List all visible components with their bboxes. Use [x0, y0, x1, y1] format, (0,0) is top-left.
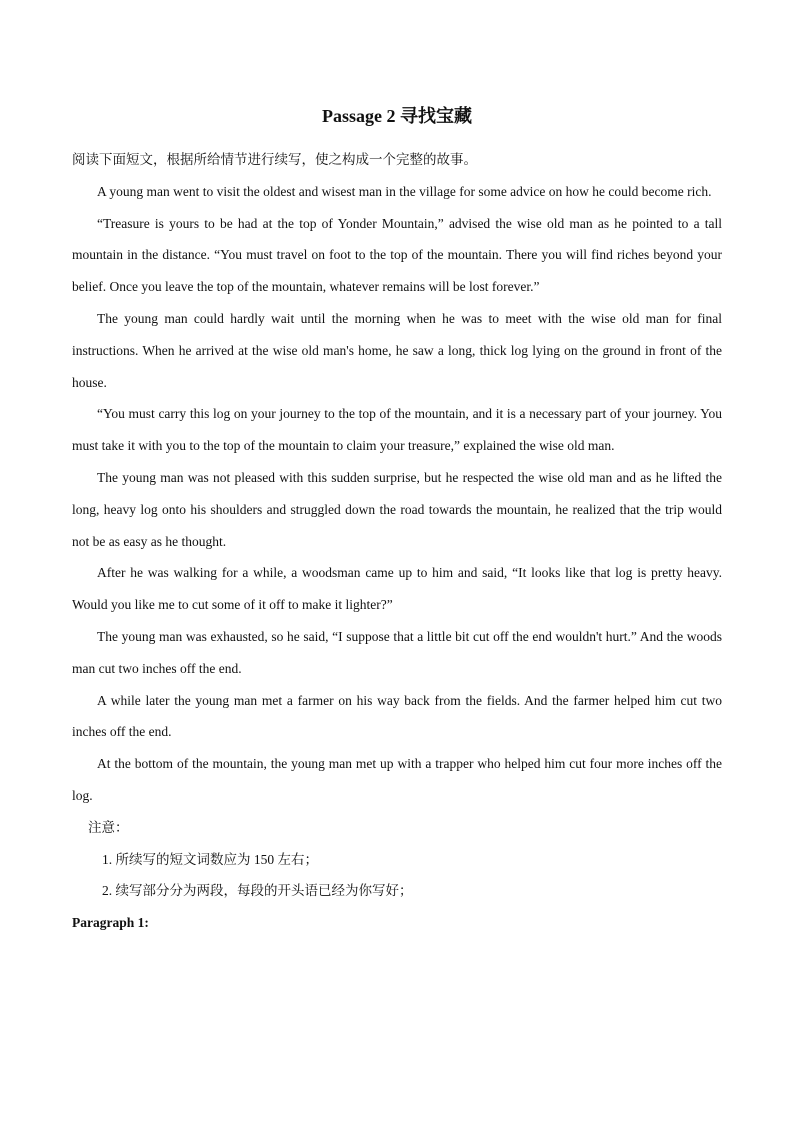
story-paragraph-7: The young man was exhausted, so he said, “I suppose that a little bit cut off the end wouldn't hurt.” And the woods man cut two inches off the end.	[72, 628, 722, 676]
passage-title: Passage 2 寻找宝藏	[322, 106, 472, 126]
story-paragraph-4: “You must carry this log on your journey to the top of the mountain, and it is a necessary part of your journey. You must take it with you to the top of the mountain to claim your treasure,” explained the wise old man.	[72, 406, 722, 454]
note-item-1: 1. 所续写的短文词数应为 150 左右；	[102, 851, 318, 867]
note-item-2: 2. 续写部分分为两段，每段的开头语已经为你写好；	[102, 883, 413, 899]
passage-body	[72, 144, 722, 939]
paragraph-1-heading: Paragraph 1:	[72, 915, 149, 931]
notes-label: 注意：	[88, 819, 129, 835]
task-instruction: 阅读下面短文，根据所给情节进行续写，使之构成一个完整的故事。	[72, 152, 477, 167]
story-paragraph-8: A while later the young man met a farmer on his way back from the fields. And the farmer helped him cut two inches off the end.	[72, 692, 722, 740]
story-paragraph-9: At the bottom of the mountain, the young man met up with a trapper who helped him cut four more inches off the log.	[72, 756, 722, 803]
story-paragraph-5: The young man was not pleased with this sudden surprise, but he respected the wise old man and as he lifted the long, heavy log onto his shoulders and struggled down the road towards the mountain, he realized that the trip would not be as easy as he thought.	[72, 469, 722, 549]
story-paragraph-3: The young man could hardly wait until the morning when he was to meet with the wise old man for final instructions. When he arrived at the wise old man's home, he saw a long, thick log lying on the ground in front of the house.	[72, 310, 722, 390]
story-paragraph-1: A young man went to visit the oldest and wisest man in the village for some advice on how he could become rich.	[97, 183, 712, 199]
story-paragraph-6: After he was walking for a while, a woodsman came up to him and said, “It looks like that log is pretty heavy. Would you like me to cut some of it off to make it lighter?”	[72, 565, 722, 613]
story-paragraph-2: “Treasure is yours to be had at the top of Yonder Mountain,” advised the wise old man as he pointed to a tall mountain in the distance. “You must travel on foot to the top of the mountain. There you will find riches beyond your belief. Once you leave the top of the mountain, whatever remains will be lost forever.”	[72, 215, 722, 295]
